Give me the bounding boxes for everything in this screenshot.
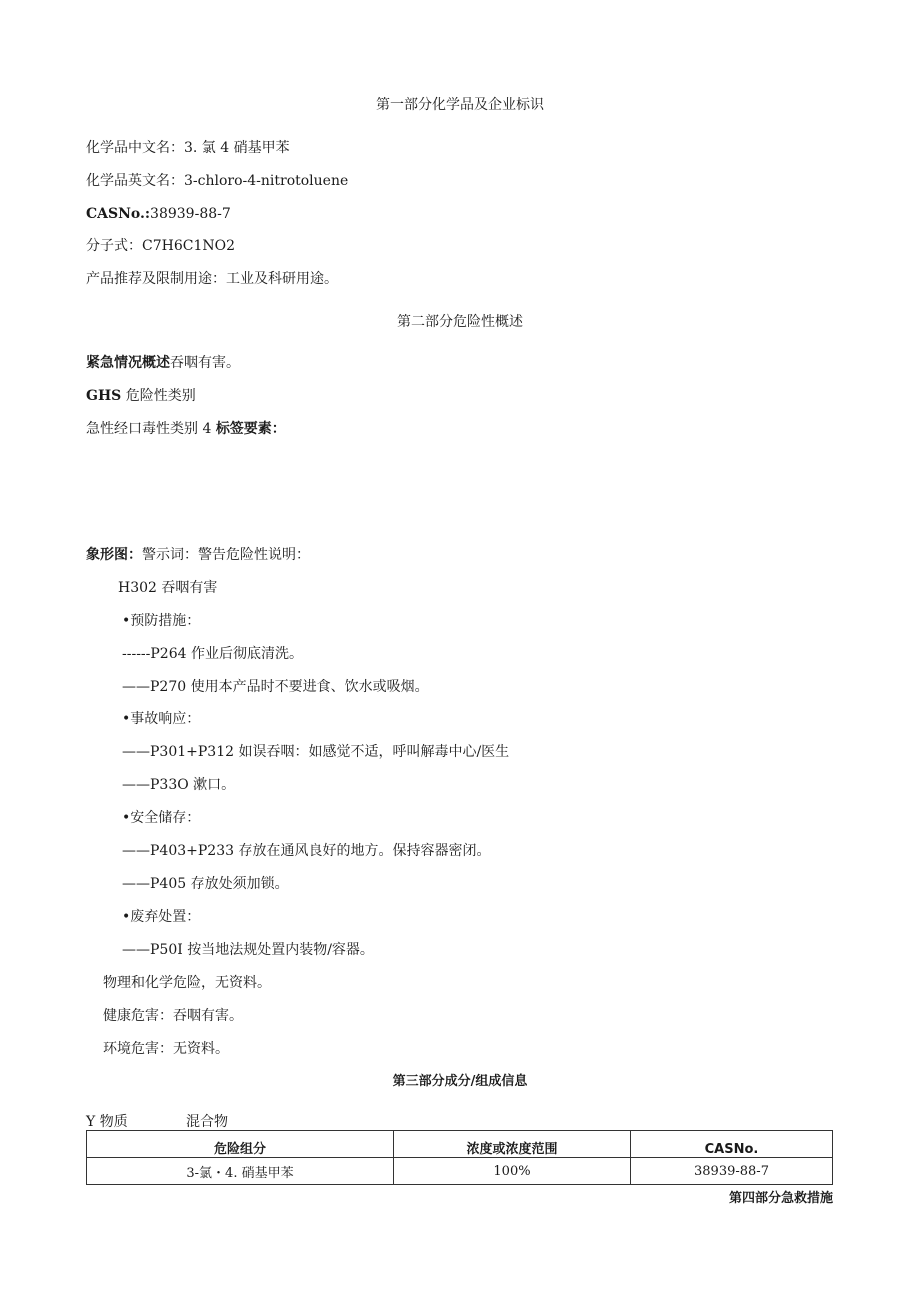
emergency-value: 吞咽有害。	[170, 355, 240, 371]
ghs-value: 危险性类别	[125, 388, 196, 404]
cell-concentration: 100%	[394, 1158, 631, 1185]
composition-table	[86, 1130, 833, 1185]
mixture-label: 混合物	[186, 1114, 228, 1130]
h302: H302 吞咽有害	[118, 580, 218, 596]
response-title: •事故响应：	[122, 711, 201, 727]
table-header-row	[87, 1131, 833, 1158]
p270: ——P270 使用本产品时不要进食、饮水或吸烟。	[122, 679, 429, 695]
disposal-title: •废弃处置：	[122, 909, 201, 925]
p264: ------P264 作业后彻底清洗。	[122, 646, 303, 662]
label-elements: 标签要素：	[215, 421, 286, 437]
section4-title: 第四部分急救措施	[728, 1191, 833, 1206]
section2-title: 第二部分危险性概述	[397, 314, 523, 330]
acute-prefix: 急性经口毒性类别 4	[86, 421, 216, 437]
header-cas: CASNo.	[631, 1131, 833, 1158]
prevention-title: •预防措施：	[122, 613, 201, 629]
cas-value: 38939-88-7	[150, 206, 231, 222]
ghs-label: GHS	[86, 388, 122, 404]
p501: ——P50I 按当地法规处置内装物/容器。	[122, 942, 374, 958]
health-hazard: 健康危害：吞咽有害。	[103, 1008, 243, 1024]
pictogram-label: 象形图：	[86, 547, 142, 563]
ghs-class	[86, 387, 196, 405]
cn-name: 化学品中文名：3. 氯 4 硝基甲苯	[86, 140, 290, 156]
pictogram-line	[86, 546, 310, 564]
environment-hazard: 环境危害：无资料。	[103, 1041, 229, 1057]
emergency-overview	[86, 354, 240, 372]
p403: ——P403+P233 存放在通风良好的地方。保持容器密闭。	[122, 843, 491, 859]
substance-label: Y 物质	[86, 1114, 128, 1130]
formula: 分子式：C7H6C1NO2	[86, 238, 235, 254]
header-concentration: 浓度或浓度范围	[394, 1131, 631, 1158]
emergency-label: 紧急情况概述	[86, 355, 170, 371]
header-component: 危险组分	[87, 1131, 394, 1158]
p301: ——P301+P312 如误吞咽：如感觉不适，呼叫解毒中心/医生	[122, 744, 510, 760]
cell-component: 3-氯・4. 硝基甲苯	[87, 1158, 394, 1185]
section3-title: 第三部分成分/组成信息	[392, 1074, 528, 1089]
table-row	[87, 1158, 833, 1185]
acute-toxicity	[86, 420, 286, 438]
physical-hazard: 物理和化学危险，无资料。	[103, 975, 271, 991]
storage-title: •安全储存：	[122, 810, 201, 826]
pictogram-value: 警示词：警告危险性说明：	[142, 547, 310, 563]
cas-number	[86, 205, 231, 223]
p330: ——P33O 漱口。	[122, 777, 236, 793]
cas-label: CASNo.:	[86, 206, 151, 222]
en-name: 化学品英文名：3-chloro-4-nitrotoluene	[86, 173, 349, 189]
cell-cas: 38939-88-7	[631, 1158, 833, 1185]
usage: 产品推荐及限制用途：工业及科研用途。	[86, 271, 338, 287]
section1-title: 第一部分化学品及企业标识	[376, 97, 544, 113]
p405: ——P405 存放处须加锁。	[122, 876, 289, 892]
